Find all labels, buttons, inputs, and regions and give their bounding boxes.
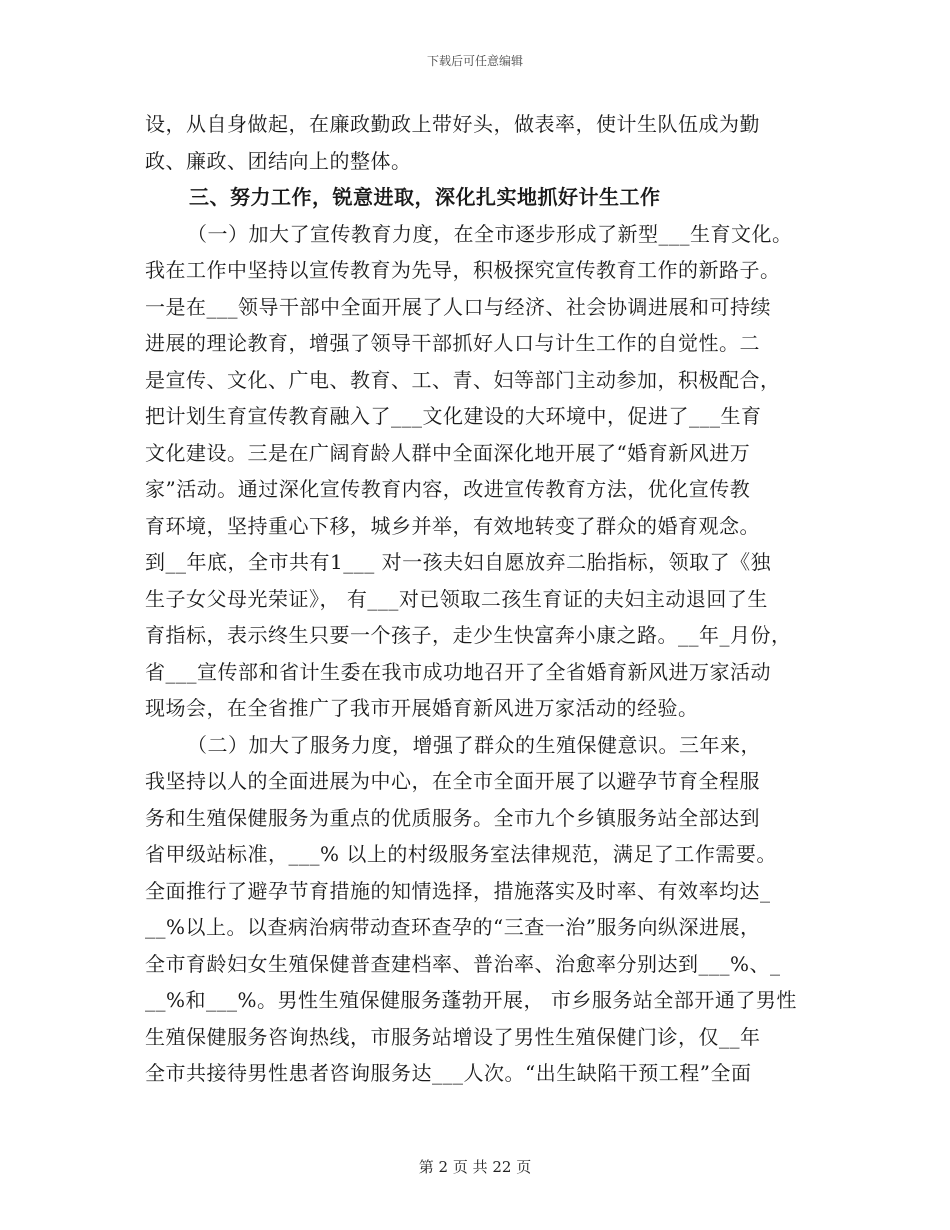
text-line: 省甲级站标准，___% 以上的村级服务室法律规范，满足了工作需要。: [145, 842, 777, 866]
text-line: 我在工作中坚持以宣传教育为先导，积极探究宣传教育工作的新路子。: [145, 258, 781, 282]
text-line: 育环境，坚持重心下移，城乡并举，有效地转变了群众的婚育观念。: [145, 513, 760, 538]
text-line: 现场会，在全省推广了我市开展婚育新风进万家活动的经验。: [145, 696, 699, 720]
text-line: 到__年底，全市共有1___ 对一孩夫妇自愿放弃二胎指标，领取了《独: [145, 550, 772, 574]
text-line: 一是在___领导干部中全面开展了人口与经济、社会协调进展和可持续: [145, 294, 771, 319]
paragraph-start: （一）加大了宣传教育力度，在全市逐步形成了新型___生育文化。: [187, 221, 793, 246]
text-line: 我坚持以人的全面进展为中心，在全市全面开展了以避孕节育全程服: [145, 769, 760, 793]
text-line: 全市共接待男性患者咨询服务达___人次。“出生缺陷干预工程”全面: [145, 1061, 752, 1085]
text-line: 家”活动。通过深化宣传教育内容，改进宣传教育方法，优化宣传教: [145, 477, 751, 501]
text-line: 全面推行了避孕节育措施的知情选择，措施落实及时率、有效率均达_: [145, 878, 771, 903]
page-footer: 第 2 页 共 22 页: [418, 1158, 532, 1176]
text-line: __%和___%。男性生殖保健服务蓬勃开展， 市乡服务站全部开通了男性: [145, 988, 797, 1012]
text-line: 生殖保健服务咨询热线，市服务站增设了男性生殖保健门诊，仅__年: [145, 1024, 761, 1049]
text-line: 生子女父母光荣证》， 有___对已领取二孩生育证的夫妇主动退回了生: [145, 586, 768, 611]
section-heading: 三、努力工作，锐意进取，深化扎实地抓好计生工作: [189, 185, 661, 209]
text-line: 文化建设。三是在广阔育龄人群中全面深化地开展了“婚育新风进万: [145, 440, 751, 465]
page-header: 下载后可任意编辑: [426, 54, 523, 68]
text-line: 进展的理论教育，增强了领导干部抓好人口与计生工作的自觉性。二: [145, 331, 760, 355]
text-line: 是宣传、文化、广电、教育、工、青、妇等部门主动参加，积极配合，: [145, 367, 781, 392]
text-line: __%以上。以查病治病带动查环查孕的“三查一治”服务向纵深进展，: [145, 915, 761, 939]
paragraph-start: （二）加大了服务力度，增强了群众的生殖保健意识。三年来，: [187, 732, 761, 757]
text-line: 省___宣传部和省计生委在我市成功地召开了全省婚育新风进万家活动: [145, 659, 771, 684]
text-line: 育指标，表示终生只要一个孩子，走少生快富奔小康之路。__年_月份，: [145, 623, 792, 647]
text-line: 务和生殖保健服务为重点的优质服务。全市九个乡镇服务站全部达到: [145, 805, 760, 830]
text-line: 把计划生育宣传教育融入了___文化建设的大环境中，促进了___生育: [145, 404, 762, 428]
text-line: 设，从自身做起，在廉政勤政上带好头，做表率，使计生队伍成为勤: [145, 112, 760, 136]
document-body: [145, 106, 815, 1092]
text-line: 全市育龄妇女生殖保健普查建档率、普治率、治愈率分别达到___%、_: [145, 951, 781, 976]
text-line: 政、廉政、团结向上的整体。: [145, 148, 412, 173]
